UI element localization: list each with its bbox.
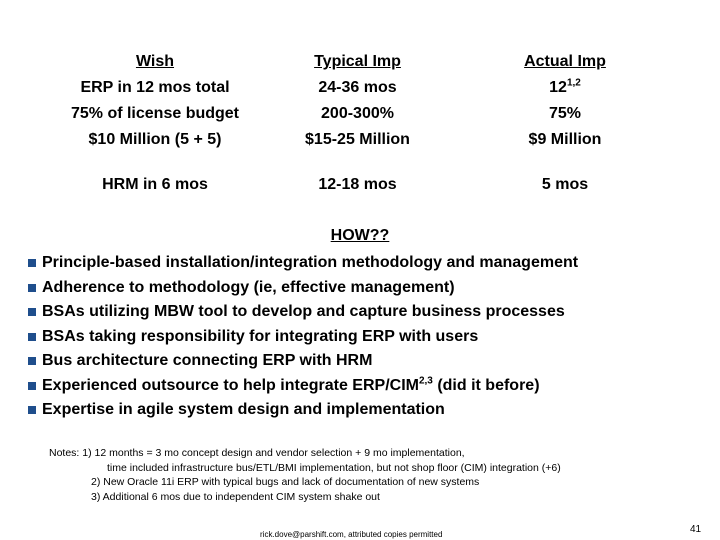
actual-cell: 75% — [548, 105, 582, 122]
typical-cell: $15-25 Million — [305, 131, 410, 148]
bullet-list — [28, 251, 578, 423]
square-bullet-icon — [28, 259, 36, 267]
note-line-2: time included infrastructure bus/ETL/BMI implementation, but not shop floor (CIM) integration (+6) — [107, 461, 561, 474]
list-item — [28, 251, 578, 276]
note-line-4: 3) Additional 6 mos due to independent CIM system shake out — [91, 490, 380, 503]
typical-header: Typical Imp — [314, 53, 401, 70]
bullet-text — [42, 374, 540, 399]
note-line-1: Notes: 1) 12 months = 3 mo concept design and vendor selection + 9 mo implementation, — [49, 447, 465, 459]
list-item — [28, 300, 578, 325]
notes-block — [49, 446, 561, 504]
wish-cell: ERP in 12 mos total — [80, 79, 230, 96]
actual-cell: $9 Million — [528, 131, 602, 148]
list-item — [28, 349, 578, 374]
bullet-text: Principle-based installation/integration methodology and management — [42, 254, 579, 271]
bullet-text-pre: Experienced outsource to help integrate ERP/CIM — [42, 376, 419, 394]
footnote-ref: 2,3 — [418, 375, 433, 387]
typical-cell: 200-300% — [321, 105, 394, 122]
square-bullet-icon — [28, 284, 36, 292]
bullet-text-post: (did it before) — [432, 376, 540, 394]
square-bullet-icon — [28, 308, 36, 316]
actual-value: 12 — [549, 79, 567, 96]
square-bullet-icon — [28, 382, 36, 390]
wish-header: Wish — [135, 53, 175, 70]
list-item — [28, 325, 578, 350]
typical-cell: 24-36 mos — [318, 79, 397, 96]
actual-cell — [470, 75, 660, 101]
wish-cell: 75% of license budget — [70, 105, 240, 122]
footnote-ref: 1,2 — [566, 77, 581, 89]
footer-text: rick.dove@parshift.com, attributed copies permitted — [260, 530, 443, 539]
typical-cell: 12-18 mos — [318, 176, 397, 193]
bullet-text: BSAs utilizing MBW tool to develop and capture business processes — [42, 303, 565, 320]
list-item — [28, 276, 578, 301]
square-bullet-icon — [28, 357, 36, 365]
wish-cell: HRM in 6 mos — [102, 176, 208, 193]
bullet-text: Expertise in agile system design and implementation — [42, 401, 445, 418]
actual-cell: 5 mos — [541, 176, 589, 193]
list-item — [28, 398, 578, 423]
list-item — [28, 374, 578, 399]
note-line-3: 2) New Oracle 11i ERP with typical bugs and lack of documentation of new systems — [91, 476, 480, 488]
square-bullet-icon — [28, 406, 36, 414]
square-bullet-icon — [28, 333, 36, 341]
how-heading: HOW?? — [330, 227, 390, 244]
bullet-text: Adherence to methodology (ie, effective management) — [42, 278, 455, 296]
actual-header: Actual Imp — [524, 53, 606, 70]
page-number: 41 — [690, 524, 702, 535]
wish-cell: $10 Million (5 + 5) — [88, 131, 222, 148]
bullet-text: BSAs taking responsibility for integrating ERP with users — [42, 327, 479, 345]
bullet-text: Bus architecture connecting ERP with HRM — [42, 352, 373, 369]
